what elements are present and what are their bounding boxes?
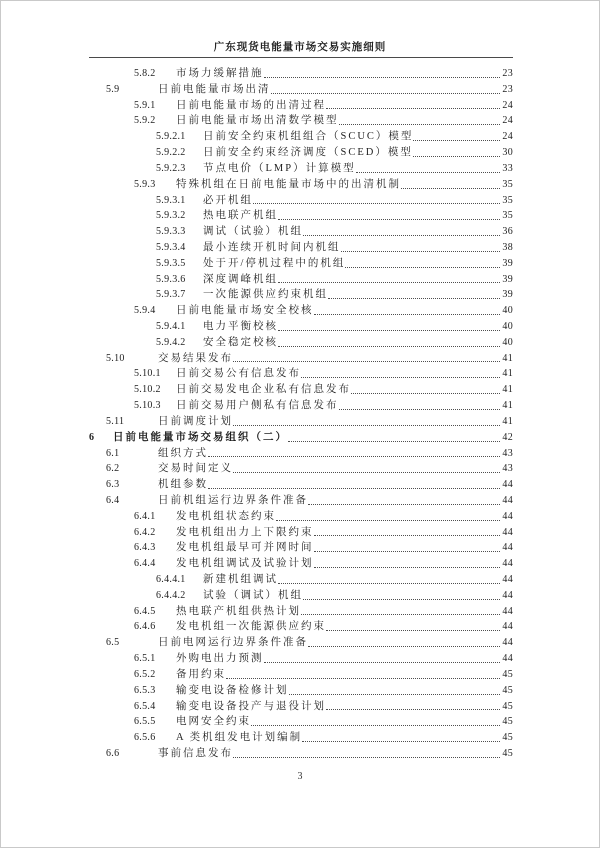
toc-entry <box>89 97 513 113</box>
toc-entry-page: 44 <box>502 621 513 633</box>
toc-leader-dots <box>278 282 500 283</box>
toc-entry-title: 交易结果发布 <box>158 352 233 364</box>
toc-leader-dots <box>233 361 500 362</box>
toc-entry <box>89 618 513 634</box>
toc-entry <box>89 539 513 555</box>
toc-entry-page: 42 <box>502 431 513 443</box>
toc-entry-title: 日前交易发电企业私有信息发布 <box>176 384 351 396</box>
toc-entry-number: 6 <box>89 431 95 443</box>
toc-entry-page: 39 <box>502 289 513 301</box>
toc-entry <box>89 350 513 366</box>
toc-entry-title: 输变电设备检修计划 <box>176 684 289 696</box>
toc-entry-title: 处于开/停机过程中的机组 <box>203 257 346 269</box>
toc-entry-title: 日前安全约束机组组合（SCUC）模型 <box>203 131 414 143</box>
toc-entry-number: 6.1 <box>106 447 120 459</box>
toc-leader-dots <box>308 646 500 647</box>
toc-entry-number: 6.4.4.1 <box>156 574 186 585</box>
toc-leader-dots <box>314 551 501 552</box>
toc-entry <box>89 286 513 302</box>
toc-entry-page: 41 <box>502 384 513 396</box>
page-header-title: 广东现货电能量市场交易实施细则 <box>213 42 387 53</box>
toc-entry-page: 44 <box>502 605 513 617</box>
toc-leader-dots <box>288 441 500 442</box>
toc-leader-dots <box>314 535 501 536</box>
toc-entry-page: 24 <box>502 115 513 127</box>
toc-entry-page: 45 <box>502 700 513 712</box>
toc-entry-page: 45 <box>502 732 513 744</box>
toc-entry-title: 交易时间定义 <box>158 463 233 475</box>
toc-leader-dots <box>314 314 501 315</box>
toc-leader-dots <box>278 583 500 584</box>
toc-entry-page: 44 <box>502 653 513 665</box>
toc-entry-number: 5.9.3.5 <box>156 257 186 269</box>
toc-entry <box>89 112 513 128</box>
toc-entry-number: 6.4.4.2 <box>156 589 186 601</box>
toc-entry-title: 备用约束 <box>176 668 226 680</box>
toc-entry-number: 5.8.2 <box>134 68 156 79</box>
toc-leader-dots <box>271 93 501 94</box>
toc-entry-number: 5.9.2.3 <box>156 162 186 174</box>
toc-leader-dots <box>326 108 500 109</box>
toc-leader-dots <box>339 124 501 125</box>
toc-entry-title: 调试（试验）机组 <box>203 226 303 238</box>
toc-leader-dots <box>351 393 500 394</box>
toc-entry-title: 日前电能量市场出清数学模型 <box>176 115 339 127</box>
toc-leader-dots <box>345 267 500 268</box>
toc-leader-dots <box>301 377 500 378</box>
toc-entry-number: 5.9.3.3 <box>156 226 186 238</box>
toc-entry-number: 5.9.2.2 <box>156 147 186 159</box>
toc-leader-dots <box>413 140 500 141</box>
toc-entry <box>89 603 513 619</box>
toc-leader-dots <box>301 614 500 615</box>
toc-entry-page: 33 <box>502 162 513 174</box>
toc-entry-title: 日前交易公有信息发布 <box>176 368 301 380</box>
toc-entry-title: 特殊机组在日前电能量市场中的出清机制 <box>176 178 401 190</box>
toc-entry-page: 40 <box>502 321 513 332</box>
toc-leader-dots <box>276 520 500 521</box>
toc-entry-title: 日前交易用户侧私有信息发布 <box>176 400 339 412</box>
toc-entry <box>89 508 513 524</box>
toc-entry-title: 机组参数 <box>158 479 208 491</box>
toc-entry-page: 30 <box>502 147 513 159</box>
toc-entry-title: 日前调度计划 <box>158 415 233 427</box>
toc-entry-page: 41 <box>502 400 513 412</box>
toc-entry-number: 5.9.3.6 <box>156 273 186 285</box>
toc-entry <box>89 128 513 144</box>
toc-entry-title: 日前电能量市场安全校核 <box>176 305 314 317</box>
toc-entry-title: 电力平衡校核 <box>203 321 278 332</box>
toc-leader-dots <box>264 77 501 78</box>
toc-entry-number: 6.4.2 <box>134 526 156 538</box>
toc-entry <box>89 223 513 239</box>
toc-entry-title: 电网安全约束 <box>176 716 251 728</box>
footer-page-number: 3 <box>297 771 303 782</box>
toc-entry-number: 5.9.3.4 <box>156 241 186 253</box>
toc-entry-number: 5.10.1 <box>134 368 161 380</box>
toc-entry-page: 45 <box>502 684 513 696</box>
toc-entry-page: 44 <box>502 542 513 554</box>
toc-leader-dots <box>251 725 500 726</box>
toc-leader-dots <box>233 425 500 426</box>
toc-entry-number: 6.4.6 <box>134 621 156 633</box>
toc-entry-number: 5.9.2.1 <box>156 131 186 143</box>
toc-entry-title: 日前电能量市场出清 <box>158 83 271 95</box>
toc-entry-number: 5.11 <box>106 415 125 427</box>
toc-entry-page: 44 <box>502 494 513 506</box>
toc-entry-title: 事前信息发布 <box>158 747 233 759</box>
toc-entry-title: 一次能源供应约束机组 <box>203 289 328 301</box>
toc-entry <box>89 682 513 698</box>
toc-leader-dots <box>326 709 500 710</box>
toc-entry-page: 41 <box>502 368 513 380</box>
toc-leader-dots <box>303 235 500 236</box>
toc-entry-title: 日前机组运行边界条件准备 <box>158 494 308 506</box>
toc-entry-page: 41 <box>502 352 513 364</box>
toc-entry-number: 6.6 <box>106 747 120 759</box>
toc-entry <box>89 713 513 729</box>
toc-entry-number: 5.10 <box>106 352 125 364</box>
toc-entry-title: A 类机组发电计划编制 <box>176 732 303 744</box>
toc-entry-page: 44 <box>502 574 513 585</box>
toc-entry <box>89 271 513 287</box>
toc-entry-title: 发电机组调试及试验计划 <box>176 558 314 570</box>
toc-entry-title: 发电机组状态约束 <box>176 510 276 522</box>
toc-leader-dots <box>278 346 500 347</box>
toc-entry-page: 45 <box>502 747 513 759</box>
toc-leader-dots <box>413 156 500 157</box>
toc-leader-dots <box>341 251 501 252</box>
toc-entry-page: 36 <box>502 226 513 238</box>
toc-entry-title: 必开机组 <box>203 194 253 206</box>
toc-entry-title: 外购电出力预测 <box>176 653 264 665</box>
toc-entry <box>89 698 513 714</box>
toc-entry <box>89 634 513 650</box>
toc-entry-page: 41 <box>502 415 513 427</box>
toc-leader-dots <box>264 662 501 663</box>
toc-entry <box>89 160 513 176</box>
toc-entry <box>89 192 513 208</box>
toc-entry-title: 输变电设备投产与退役计划 <box>176 700 326 712</box>
toc-leader-dots <box>339 409 501 410</box>
toc-entry-title: 发电机组最早可并网时间 <box>176 542 314 554</box>
toc-entry-title: 日前电能量市场的出清过程 <box>176 99 326 111</box>
toc-entry-number: 5.9.3.2 <box>156 210 186 222</box>
toc-entry <box>89 587 513 603</box>
toc-entry-number: 6.4 <box>106 494 120 506</box>
toc-leader-dots <box>208 456 500 457</box>
toc-leader-dots <box>253 203 500 204</box>
toc-entry-number: 5.9.1 <box>134 99 156 111</box>
toc-entry-page: 40 <box>502 305 513 317</box>
toc-entry-number: 5.9.2 <box>134 115 156 127</box>
toc-leader-dots <box>303 599 500 600</box>
toc-entry-page: 23 <box>502 83 513 95</box>
toc-entry-page: 38 <box>502 241 513 253</box>
toc-leader-dots <box>278 330 500 331</box>
toc-leader-dots <box>356 172 500 173</box>
toc-leader-dots <box>233 472 500 473</box>
toc-entry-page: 45 <box>502 716 513 728</box>
toc-entry-number: 6.4.4 <box>134 558 156 570</box>
toc-entry <box>89 476 513 492</box>
toc-entry-page: 45 <box>502 668 513 680</box>
toc-entry-page: 39 <box>502 257 513 269</box>
toc-entry-title: 试验（调试）机组 <box>203 589 303 601</box>
toc-entry-number: 6.5.1 <box>134 653 156 665</box>
toc-entry <box>89 207 513 223</box>
toc-entry-number: 6.5.5 <box>134 716 156 728</box>
toc-entry-number: 6.5.3 <box>134 684 156 696</box>
toc-entry-number: 5.9 <box>106 83 120 95</box>
toc-entry-page: 35 <box>502 210 513 222</box>
toc-entry-page: 44 <box>502 479 513 491</box>
toc-entry-number: 6.4.3 <box>134 542 156 554</box>
toc-entry-number: 5.9.4.1 <box>156 321 186 332</box>
toc-entry <box>89 365 513 381</box>
toc-entry-title: 发电机组一次能源供应约束 <box>176 621 326 633</box>
toc-entry <box>89 318 513 334</box>
header-divider <box>89 57 513 58</box>
toc-entry-title: 节点电价（LMP）计算模型 <box>203 162 356 174</box>
toc-entry-page: 23 <box>502 68 513 79</box>
toc-entry <box>89 555 513 571</box>
toc-entry-number: 5.9.4.2 <box>156 336 186 348</box>
toc-entry-title: 最小连续开机时间内机组 <box>203 241 341 253</box>
toc-entry-page: 44 <box>502 589 513 601</box>
toc-entry-number: 5.9.3.7 <box>156 289 186 301</box>
toc-entry-number: 5.9.3.1 <box>156 194 186 206</box>
toc-entry-number: 6.3 <box>106 479 120 491</box>
toc-entry <box>89 334 513 350</box>
toc-leader-dots <box>278 219 500 220</box>
toc-entry <box>89 65 513 81</box>
toc-entry-page: 44 <box>502 558 513 570</box>
toc-leader-dots <box>308 504 500 505</box>
toc-entry <box>89 524 513 540</box>
toc-entry-number: 6.5.6 <box>134 732 156 744</box>
toc-entry <box>89 144 513 160</box>
toc-entry-page: 44 <box>502 637 513 649</box>
toc-entry-page: 39 <box>502 273 513 285</box>
toc-leader-dots <box>328 298 500 299</box>
toc-leader-dots <box>289 694 501 695</box>
toc-entry-number: 6.2 <box>106 463 120 475</box>
toc-entry-page: 35 <box>502 178 513 190</box>
toc-entry-number: 6.4.1 <box>134 510 156 522</box>
toc-entry-title: 日前安全约束经济调度（SCED）模型 <box>203 147 413 159</box>
toc-entry-page: 40 <box>502 336 513 348</box>
toc-entry-number: 6.5 <box>106 637 120 649</box>
toc-entry <box>89 381 513 397</box>
toc-entry <box>89 397 513 413</box>
toc-entry <box>89 745 513 761</box>
toc-entry <box>89 302 513 318</box>
toc-entry-number: 5.10.2 <box>134 384 161 396</box>
toc-entry-page: 43 <box>502 463 513 475</box>
toc-entry-title: 日前电能量市场交易组织（二） <box>113 431 288 443</box>
toc-entry-title: 安全稳定校核 <box>203 336 278 348</box>
toc-entry-page: 35 <box>502 194 513 206</box>
toc-entry-title: 新建机组调试 <box>203 574 278 585</box>
toc-entry-number: 5.9.4 <box>134 305 156 317</box>
toc-entry-number: 6.4.5 <box>134 605 156 617</box>
toc-entry-number: 6.5.4 <box>134 700 156 712</box>
toc-leader-dots <box>401 188 500 189</box>
toc-entry-title: 热电联产机组 <box>203 210 278 222</box>
toc-entry <box>89 429 513 445</box>
toc-entry-page: 24 <box>502 131 513 143</box>
toc-leader-dots <box>302 741 500 742</box>
toc-entry <box>89 650 513 666</box>
toc-entry <box>89 492 513 508</box>
toc-entry <box>89 666 513 682</box>
toc-entry-title: 组织方式 <box>158 447 208 459</box>
toc-leader-dots <box>314 567 501 568</box>
toc-entry-number: 5.10.3 <box>134 400 161 412</box>
toc-entry-number: 5.9.3 <box>134 178 156 190</box>
toc-list <box>89 65 513 761</box>
toc-leader-dots <box>226 678 500 679</box>
toc-entry-page: 43 <box>502 447 513 459</box>
toc-entry-title: 深度调峰机组 <box>203 273 278 285</box>
toc-entry <box>89 445 513 461</box>
toc-entry <box>89 255 513 271</box>
toc-leader-dots <box>233 757 500 758</box>
toc-entry <box>89 413 513 429</box>
toc-entry-title: 发电机组出力上下限约束 <box>176 526 314 538</box>
toc-entry-title: 热电联产机组供热计划 <box>176 605 301 617</box>
toc-entry-page: 24 <box>502 99 513 111</box>
toc-entry-page: 44 <box>502 526 513 538</box>
toc-entry <box>89 571 513 587</box>
toc-entry <box>89 176 513 192</box>
toc-entry-title: 市场力缓解措施 <box>176 68 264 79</box>
toc-entry-number: 6.5.2 <box>134 668 156 680</box>
toc-entry <box>89 81 513 97</box>
toc-entry <box>89 239 513 255</box>
toc-leader-dots <box>208 488 500 489</box>
toc-entry <box>89 729 513 745</box>
toc-leader-dots <box>326 630 500 631</box>
toc-entry-page: 44 <box>502 510 513 522</box>
toc-entry <box>89 460 513 476</box>
toc-entry-title: 日前电网运行边界条件准备 <box>158 637 308 649</box>
